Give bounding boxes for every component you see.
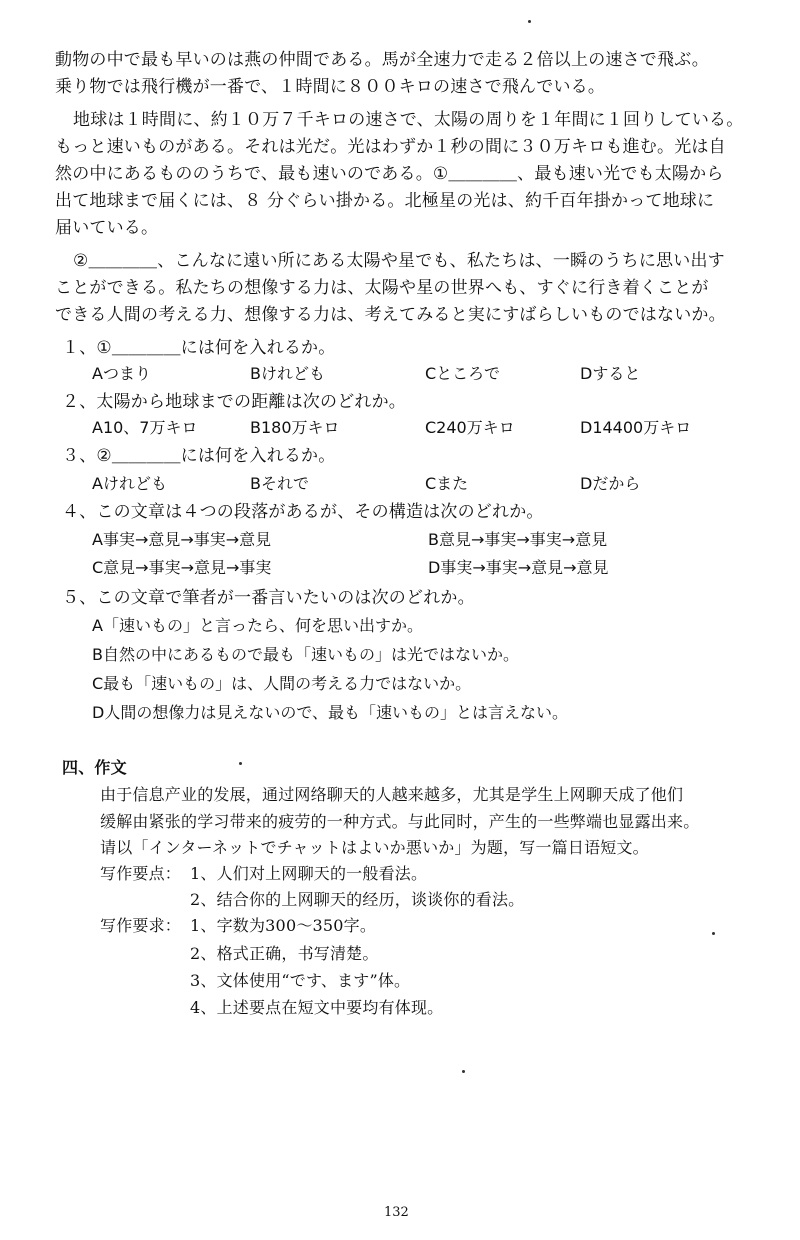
answer-option: Dだから xyxy=(580,474,641,493)
answer-option: A10、7万キロ xyxy=(92,418,198,437)
answer-option: A「速いもの」と言ったら、何を思い出すか。 xyxy=(92,616,423,635)
answer-option: B意見→事実→事実→意見 xyxy=(428,530,608,549)
answer-option: C最も「速いもの」は、人間の考える力ではないか。 xyxy=(92,674,472,693)
passage-line: 出て地球まで届くには、８ 分ぐらい掛かる。北極星の光は、約千百年掛かって地球に xyxy=(55,191,715,211)
passage-line: 然の中にあるもののうちで、最も速いのである。①＿＿＿＿、最も速い光でも太陽から xyxy=(55,164,724,184)
scan-speck xyxy=(528,20,531,23)
passage-line: 動物の中で最も早いのは燕の仲間である。馬が全速力で走る２倍以上の速さで飛ぶ。 xyxy=(55,50,709,70)
writing-points-label: 写作要点： xyxy=(100,864,182,883)
answer-option: Cところで xyxy=(425,364,501,383)
question-stem: ５、この文章で筆者が一番言いたいのは次のどれか。 xyxy=(62,588,475,608)
writing-requirement: 3、文体使用“です、ます”体。 xyxy=(190,971,411,990)
writing-point: 1、人们对上网聊天的一般看法。 xyxy=(190,864,428,883)
passage-line: 届いている。 xyxy=(55,218,159,238)
answer-option: Aけれども xyxy=(92,474,167,493)
answer-option: Cまた xyxy=(425,474,469,493)
writing-point: 2、结合你的上网聊天的经历，谈谈你的看法。 xyxy=(190,890,525,909)
passage-line: 乗り物では飛行機が一番で、１時間に８００キロの速さで飛んでいる。 xyxy=(55,77,606,97)
composition-intro-line: 由于信息产业的发展，通过网络聊天的人越来越多，尤其是学生上网聊天成了他们 xyxy=(100,785,684,804)
passage-line: ことができる。私たちの想像する力は、太陽や星の世界へも、すぐに行き着くことが xyxy=(55,278,709,298)
answer-option: Bけれども xyxy=(250,364,325,383)
page-number: 132 xyxy=(384,1205,409,1220)
writing-requirements-label: 写作要求： xyxy=(100,916,182,935)
answer-option: Dすると xyxy=(580,364,641,383)
section-heading: 四、作文 xyxy=(62,758,127,777)
answer-option: D人間の想像力は見えないので、最も「速いもの」とは言えない。 xyxy=(92,703,569,722)
scan-speck xyxy=(239,762,242,765)
scan-speck xyxy=(462,1070,465,1073)
answer-option: B自然の中にあるもので最も「速いもの」は光ではないか。 xyxy=(92,645,519,664)
answer-option: Aつまり xyxy=(92,364,151,383)
writing-requirement: 1、字数为300～350字。 xyxy=(190,916,377,935)
question-stem: ２、太陽から地球までの距離は次のどれか。 xyxy=(62,392,406,412)
writing-requirement: 4、上述要点在短文中要均有体现。 xyxy=(190,998,444,1017)
passage-line: できる人間の考える力、想像する力は、考えてみると実にすばらしいものではないか。 xyxy=(55,305,726,325)
passage-line: もっと速いものがある。それは光だ。光はわずか１秒の間に３０万キロも進む。光は自 xyxy=(55,137,726,157)
answer-option: D事実→事実→意見→意見 xyxy=(428,558,609,577)
answer-option: D14400万キロ xyxy=(580,418,692,437)
passage-line: ②＿＿＿＿、こんなに遠い所にある太陽や星でも、私たちは、一瞬のうちに思い出す xyxy=(73,251,725,271)
answer-option: B180万キロ xyxy=(250,418,340,437)
answer-option: A事実→意見→事実→意見 xyxy=(92,530,272,549)
answer-option: C240万キロ xyxy=(425,418,515,437)
question-stem: ３、②＿＿＿＿には何を入れるか。 xyxy=(62,446,336,466)
writing-requirement: 2、格式正确，书写清楚。 xyxy=(190,944,379,963)
composition-intro-line: 缓解由紧张的学习带来的疲劳的一种方式。与此同时，产生的一些弊端也显露出来。 xyxy=(100,812,700,831)
answer-option: C意見→事実→意見→事実 xyxy=(92,558,272,577)
composition-intro-line: 请以「インターネットでチャットはよいか悪いか」为题，写一篇日语短文。 xyxy=(100,838,649,857)
question-stem: １、①＿＿＿＿には何を入れるか。 xyxy=(62,338,336,358)
scan-speck xyxy=(712,932,715,935)
passage-line: 地球は１時間に、約１０万７千キロの速さで、太陽の周りを１年間に１回りしている。 xyxy=(73,110,744,130)
question-stem: ４、この文章は４つの段落があるが、その構造は次のどれか。 xyxy=(62,502,544,522)
answer-option: Bそれで xyxy=(250,474,309,493)
